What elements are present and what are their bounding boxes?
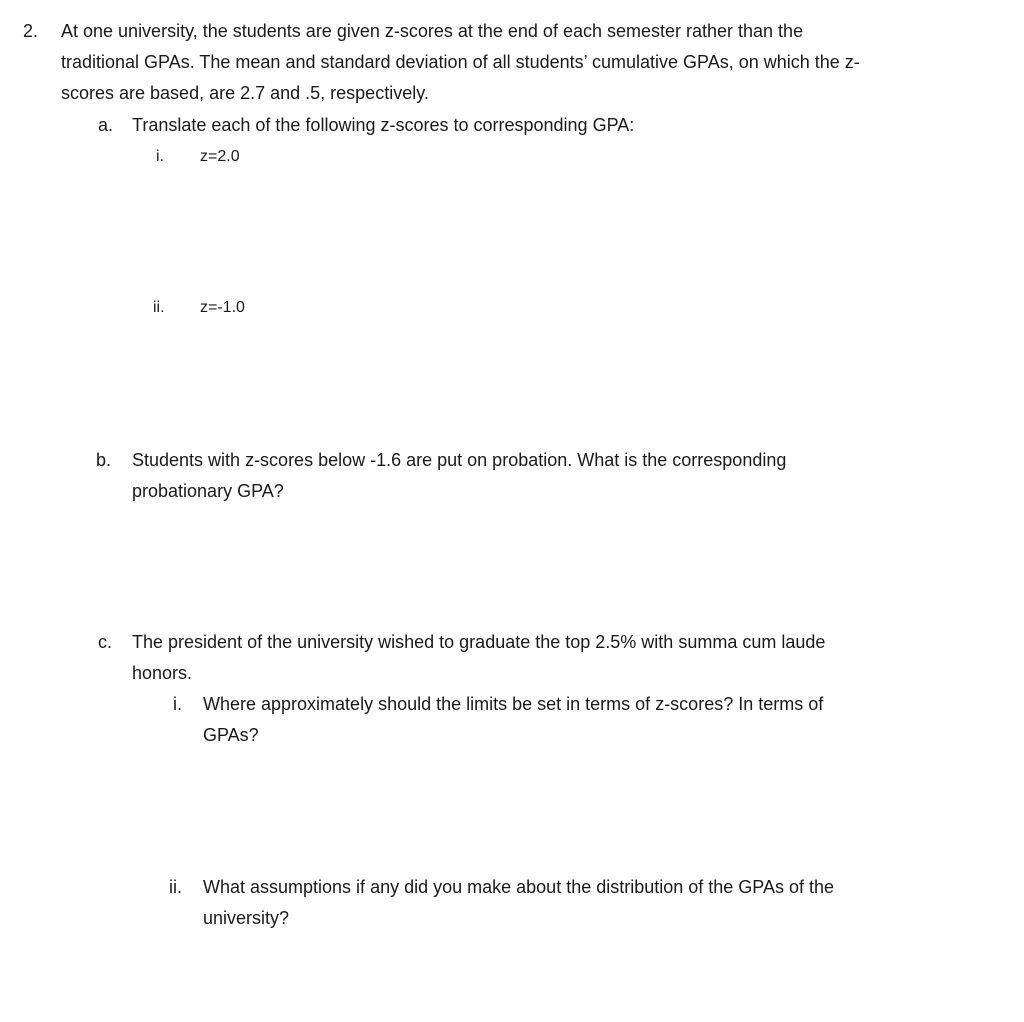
part-c-line-2: honors. xyxy=(132,663,193,683)
part-b-line-2: probationary GPA? xyxy=(132,481,284,501)
part-a-item-1-text: z=2.0 xyxy=(200,148,240,165)
part-c-item-1-line-1: Where approximately should the limits be set in terms of z-scores? In terms of xyxy=(203,694,824,714)
part-a-text: Translate each of the following z-scores to corresponding GPA: xyxy=(132,115,635,135)
part-a-label: a. xyxy=(98,115,114,135)
part-c-line-1: The president of the university wished to graduate the top 2.5% with summa cum laude xyxy=(132,632,826,652)
part-b-line-1: Students with z-scores below -1.6 are put on probation. What is the corresponding xyxy=(132,450,787,470)
part-c-item-2-line-2: university? xyxy=(203,908,290,928)
part-c-item-1-line-2: GPAs? xyxy=(203,725,259,745)
intro-line-3: scores are based, are 2.7 and .5, respectively. xyxy=(61,83,429,103)
intro-line-2: traditional GPAs. The mean and standard deviation of all students’ cumulative GPAs, on which the z- xyxy=(61,52,860,72)
part-a-item-1-label: i. xyxy=(156,148,164,165)
part-b-label: b. xyxy=(96,450,112,470)
part-c-item-2-line-1: What assumptions if any did you make about the distribution of the GPAs of the xyxy=(203,877,835,897)
part-a-item-2-label: ii. xyxy=(153,299,165,316)
intro-line-1: At one university, the students are given z-scores at the end of each semester rather than the xyxy=(61,21,804,41)
part-c-item-1-label: i. xyxy=(173,694,182,714)
part-c-item-2-label: ii. xyxy=(169,877,182,897)
part-a-item-2-text: z=-1.0 xyxy=(200,299,245,316)
question-number: 2. xyxy=(23,21,39,41)
part-c-label: c. xyxy=(98,632,113,652)
